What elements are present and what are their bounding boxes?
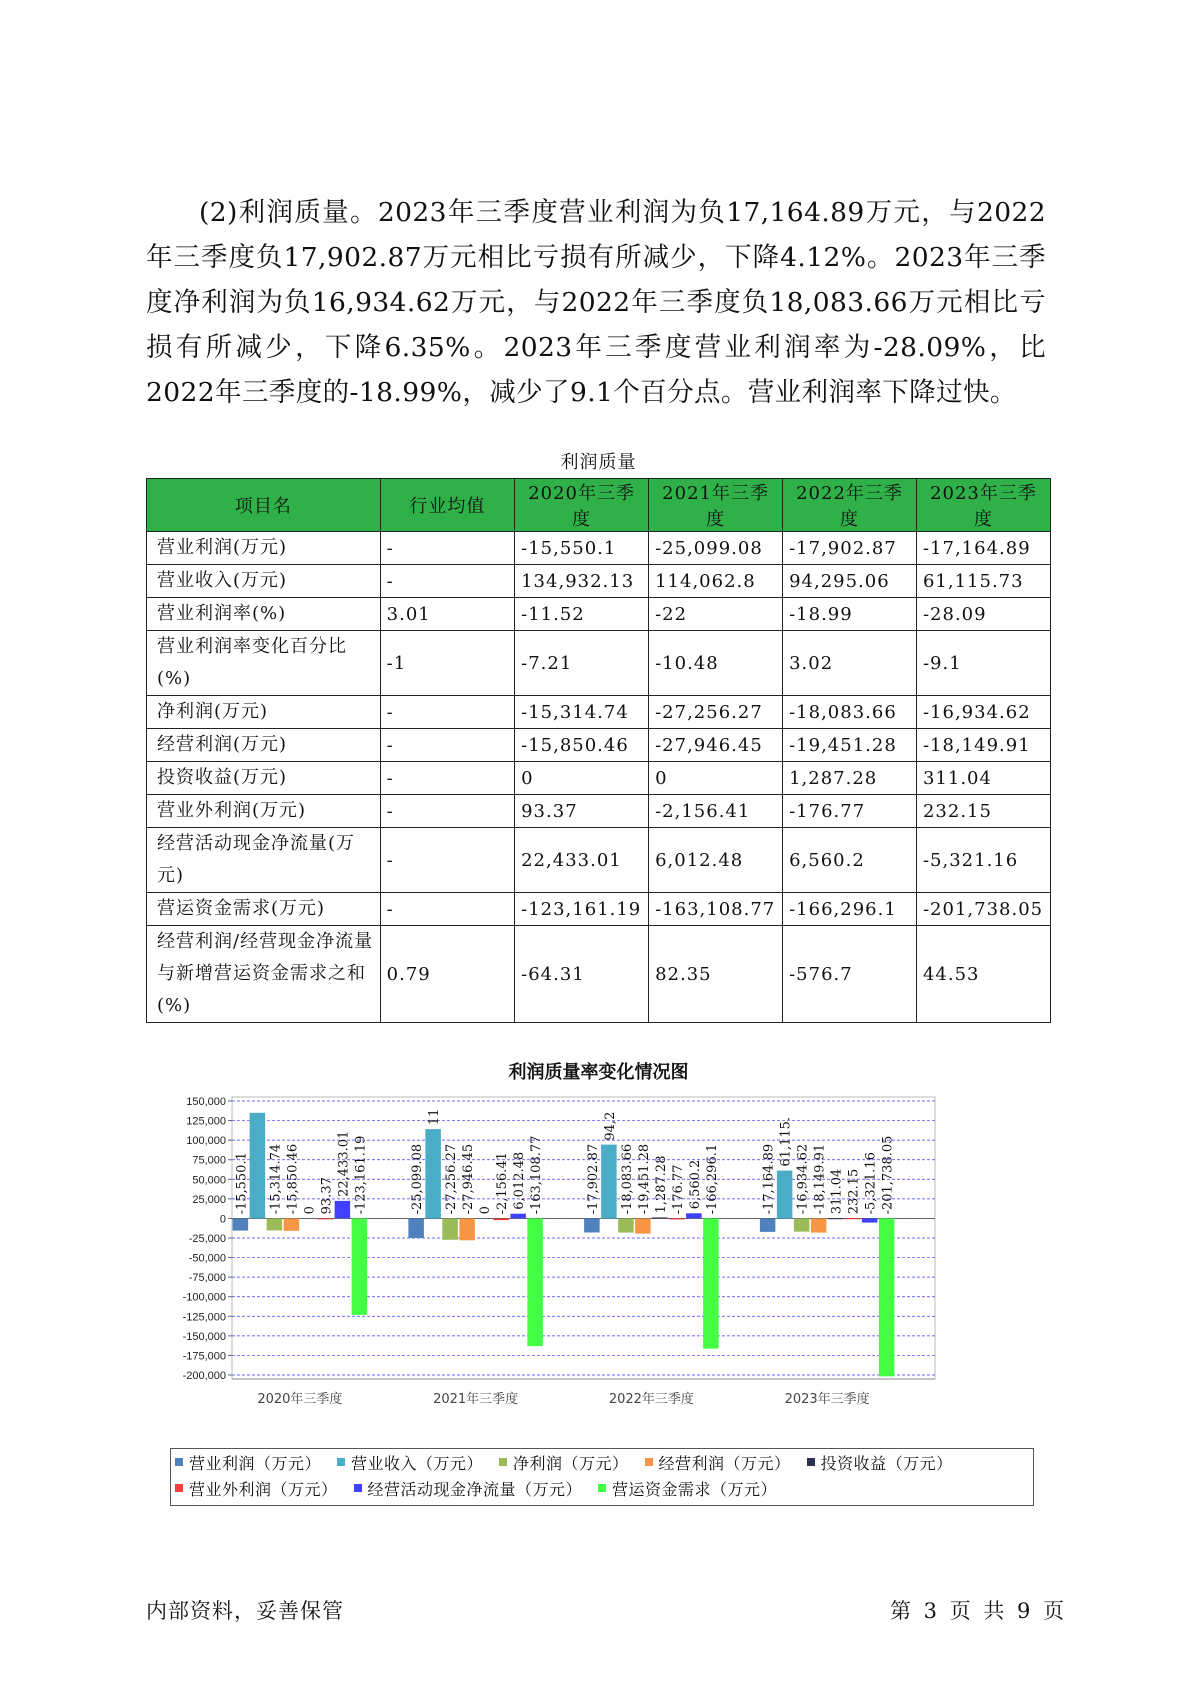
value-cell: -17,164.89 [916, 532, 1050, 565]
data-label: 93.37 [319, 1177, 335, 1215]
bar-5-2 [669, 1218, 685, 1219]
legend-swatch [645, 1458, 653, 1466]
row-label-cell: 营运资金需求(万元) [147, 893, 381, 926]
bar-1-1 [425, 1129, 441, 1218]
row-label-cell: 经营利润/经营现金净流量与新增营运资金需求之和(%) [147, 926, 381, 1023]
data-label: -25,099.08 [410, 1143, 426, 1215]
value-cell: -27,256.27 [649, 696, 783, 729]
table-row [147, 926, 1051, 1023]
header-cell: 2021年三季度 [649, 479, 783, 532]
y-tick-label: 75,000 [192, 1154, 226, 1167]
bar-6-1 [510, 1214, 526, 1219]
row-label-cell: 经营利润(万元) [147, 729, 381, 762]
bar-2-2 [618, 1218, 634, 1232]
table-row [147, 532, 1051, 565]
value-cell: -27,946.45 [649, 729, 783, 762]
row-label-cell: 营业利润率变化百分比(%) [147, 631, 381, 696]
data-label: 1,287.28 [653, 1155, 669, 1214]
value-cell: 311.04 [916, 762, 1050, 795]
bar-5-1 [493, 1218, 509, 1220]
legend-item [333, 1451, 483, 1474]
legend-label: 营业收入（万元） [351, 1453, 484, 1473]
value-cell: -5,321.16 [916, 828, 1050, 893]
bar-0-1 [408, 1218, 424, 1238]
y-tick-label: -25,000 [188, 1233, 226, 1245]
value-cell: - [380, 893, 514, 926]
data-label: 0 [302, 1206, 318, 1215]
value-cell: -576.7 [783, 926, 917, 1023]
legend-swatch [175, 1484, 183, 1492]
bar-2-3 [794, 1218, 810, 1231]
bar-0-2 [584, 1218, 600, 1232]
data-label: -27,256.27 [444, 1143, 460, 1215]
row-label-cell: 经营活动现金净流量(万元) [147, 828, 381, 893]
header-cell: 2022年三季度 [783, 479, 917, 532]
table-row [147, 893, 1051, 926]
data-label: -18,083.66 [619, 1143, 635, 1215]
row-label-cell: 营业收入(万元) [147, 565, 381, 598]
data-label: 94,2 [602, 1111, 618, 1141]
profit-quality-table [146, 478, 1051, 1023]
value-cell: -22 [649, 598, 783, 631]
y-tick-label: -50,000 [188, 1252, 226, 1265]
data-label: -2,156.41 [495, 1152, 511, 1215]
value-cell: - [380, 729, 514, 762]
legend-swatch [354, 1484, 362, 1492]
value-cell: -163,108.77 [649, 893, 783, 926]
data-label: -27,946.45 [461, 1143, 477, 1215]
value-cell: -11.52 [515, 598, 649, 631]
data-label: -5,321.16 [863, 1152, 879, 1215]
value-cell: 22,433.01 [515, 828, 649, 893]
y-tick-label: -75,000 [188, 1272, 226, 1285]
value-cell: -17,902.87 [783, 532, 917, 565]
data-label: 61,115. [778, 1116, 794, 1167]
table-header-row [147, 479, 1051, 532]
value-cell: - [380, 696, 514, 729]
footer-page-number: 第 3 页 共 9 页 [890, 1599, 1066, 1623]
y-tick-label: -200,000 [182, 1370, 226, 1382]
table-row [147, 762, 1051, 795]
y-tick-label: 0 [219, 1213, 226, 1226]
data-label: 6,012.48 [512, 1151, 528, 1210]
table-row [147, 598, 1051, 631]
y-tick-label: 150,000 [186, 1096, 226, 1108]
data-label: -123,161.19 [353, 1135, 369, 1215]
data-label: -16,934.62 [795, 1143, 811, 1215]
data-label: -15,850.46 [285, 1143, 301, 1215]
bar-3-0 [284, 1218, 300, 1230]
legend-row [171, 1475, 1033, 1501]
value-cell: 82.35 [649, 926, 783, 1023]
y-tick-label: -150,000 [182, 1330, 226, 1343]
legend-swatch [175, 1458, 183, 1466]
legend-label: 投资收益（万元） [820, 1453, 953, 1473]
header-cell: 行业均值 [380, 479, 514, 532]
row-label-cell: 营业外利润(万元) [147, 795, 381, 828]
value-cell: - [380, 828, 514, 893]
value-cell: 61,115.73 [916, 565, 1050, 598]
row-label-cell: 营业利润率(%) [147, 598, 381, 631]
bar-3-1 [459, 1218, 475, 1240]
bar-1-2 [601, 1145, 617, 1219]
data-label: 11 [427, 1108, 443, 1126]
chart-legend [170, 1448, 1034, 1506]
data-label: -17,164.89 [761, 1143, 777, 1215]
value-cell: -7.21 [515, 631, 649, 696]
value-cell: -201,738.05 [916, 893, 1050, 926]
data-label: -163,108.77 [529, 1135, 545, 1215]
table-row [147, 729, 1051, 762]
data-label: -19,451.28 [636, 1143, 652, 1215]
y-tick-label: 25,000 [192, 1193, 226, 1206]
value-cell: -166,296.1 [783, 893, 917, 926]
legend-item [641, 1451, 791, 1474]
value-cell: -10.48 [649, 631, 783, 696]
legend-label: 营业外利润（万元） [189, 1479, 338, 1499]
bar-6-0 [335, 1201, 351, 1219]
bar-0-0 [233, 1218, 249, 1230]
legend-swatch [337, 1458, 345, 1466]
data-label: -15,550.1 [234, 1152, 250, 1215]
table-row [147, 828, 1051, 893]
value-cell: -18,083.66 [783, 696, 917, 729]
value-cell: 232.15 [916, 795, 1050, 828]
x-tick-label: 2020年三季度 [257, 1392, 343, 1407]
value-cell: 3.02 [783, 631, 917, 696]
value-cell: -15,314.74 [515, 696, 649, 729]
value-cell: 1,287.28 [783, 762, 917, 795]
legend-label: 营业利润（万元） [189, 1453, 322, 1473]
y-tick-label: 100,000 [186, 1135, 226, 1148]
value-cell: -28.09 [916, 598, 1050, 631]
value-cell: 0 [515, 762, 649, 795]
row-label-cell: 营业利润(万元) [147, 532, 381, 565]
value-cell: - [380, 565, 514, 598]
row-label-cell: 投资收益(万元) [147, 762, 381, 795]
value-cell: -18,149.91 [916, 729, 1050, 762]
legend-item [594, 1477, 777, 1500]
bar-0-3 [760, 1218, 776, 1231]
data-label: -18,149.91 [812, 1143, 828, 1215]
data-label: -201,738.05 [880, 1135, 896, 1215]
bar-4-3 [828, 1218, 844, 1219]
value-cell: 0 [649, 762, 783, 795]
legend-item [171, 1477, 338, 1500]
value-cell: 6,560.2 [783, 828, 917, 893]
value-cell: -2,156.41 [649, 795, 783, 828]
value-cell: - [380, 532, 514, 565]
bar-3-2 [635, 1218, 651, 1233]
value-cell: -16,934.62 [916, 696, 1050, 729]
bar-7-2 [703, 1218, 719, 1348]
header-cell: 项目名 [147, 479, 381, 532]
bar-3-3 [811, 1218, 827, 1232]
header-cell: 2020年三季度 [515, 479, 649, 532]
data-label: 311.04 [829, 1168, 845, 1215]
bar-1-0 [250, 1113, 266, 1219]
x-tick-label: 2021年三季度 [433, 1392, 519, 1407]
y-tick-label: 125,000 [186, 1115, 226, 1128]
value-cell: - [380, 762, 514, 795]
data-label: 22,433.01 [336, 1130, 352, 1197]
data-label: 6,560.2 [687, 1159, 703, 1210]
analysis-paragraph [146, 190, 1046, 415]
table-row [147, 631, 1051, 696]
legend-label: 经营活动现金净流量（万元） [367, 1479, 583, 1499]
footer-confidential: 内部资料，妥善保管 [146, 1599, 344, 1623]
value-cell: 0.79 [380, 926, 514, 1023]
data-label: -17,902.87 [585, 1143, 601, 1215]
table-row [147, 696, 1051, 729]
legend-label: 净利润（万元） [513, 1453, 629, 1473]
value-cell: 44.53 [916, 926, 1050, 1023]
value-cell: -15,550.1 [515, 532, 649, 565]
bar-6-2 [686, 1213, 702, 1218]
data-label: 0 [478, 1206, 494, 1215]
bar-7-1 [527, 1218, 543, 1346]
value-cell: -1 [380, 631, 514, 696]
row-label-cell: 净利润(万元) [147, 696, 381, 729]
y-tick-label: -125,000 [182, 1311, 226, 1324]
data-label: -176.77 [670, 1164, 686, 1215]
bar-7-3 [879, 1218, 895, 1376]
x-tick-label: 2022年三季度 [608, 1392, 694, 1407]
legend-row [171, 1449, 1033, 1475]
bar-2-1 [442, 1218, 458, 1239]
value-cell: -64.31 [515, 926, 649, 1023]
legend-item [495, 1451, 629, 1474]
chart-title: 利润质量率变化情况图 [508, 1062, 689, 1083]
legend-label: 经营利润（万元） [658, 1453, 791, 1473]
value-cell: -15,850.46 [515, 729, 649, 762]
bar-chart [160, 1085, 960, 1445]
data-label: 232.15 [846, 1168, 862, 1215]
x-tick-label: 2023年三季度 [784, 1392, 870, 1407]
bar-4-2 [652, 1217, 668, 1218]
value-cell: 94,295.06 [783, 565, 917, 598]
legend-item [803, 1451, 953, 1474]
table-title: 利润质量 [560, 452, 637, 473]
value-cell: - [380, 795, 514, 828]
value-cell: -176.77 [783, 795, 917, 828]
y-tick-label: -175,000 [182, 1350, 226, 1363]
legend-swatch [807, 1458, 815, 1466]
value-cell: 6,012.48 [649, 828, 783, 893]
y-tick-label: -100,000 [182, 1291, 226, 1304]
legend-item [171, 1451, 321, 1474]
bar-1-3 [777, 1171, 793, 1219]
value-cell: -19,451.28 [783, 729, 917, 762]
value-cell: 93.37 [515, 795, 649, 828]
value-cell: -123,161.19 [515, 893, 649, 926]
header-cell: 2023年三季度 [916, 479, 1050, 532]
legend-label: 营运资金需求（万元） [612, 1479, 778, 1499]
data-label: -15,314.74 [268, 1143, 284, 1215]
legend-swatch [499, 1458, 507, 1466]
value-cell: -9.1 [916, 631, 1050, 696]
legend-swatch [598, 1484, 606, 1492]
bar-2-0 [267, 1218, 283, 1230]
bar-7-0 [352, 1218, 368, 1314]
bar-5-0 [318, 1218, 334, 1219]
bar-5-3 [845, 1218, 861, 1219]
paragraph-text: (2)利润质量。2023年三季度营业利润为负17,164.89万元，与2022年三季度负17,902.87万元相比亏损有所减少，下降4.12%。2023年三季度净利润为负16,934.62万元，与2022年三季度负18,083.66万元相比亏损有所减少，下降6.35%。2023年三季度营业利润率为-28.09%，比2022年三季度的-18.99%，减少了9.1个百分点。营业利润率下降过快。 [146, 197, 1046, 408]
value-cell: 134,932.13 [515, 565, 649, 598]
y-tick-label: 50,000 [192, 1174, 226, 1187]
data-label: -166,296.1 [704, 1143, 720, 1215]
value-cell: -18.99 [783, 598, 917, 631]
bar-6-3 [862, 1218, 878, 1222]
table-row [147, 565, 1051, 598]
value-cell: 3.01 [380, 598, 514, 631]
value-cell: 114,062.8 [649, 565, 783, 598]
value-cell: -25,099.08 [649, 532, 783, 565]
table-row [147, 795, 1051, 828]
legend-item [350, 1477, 583, 1500]
